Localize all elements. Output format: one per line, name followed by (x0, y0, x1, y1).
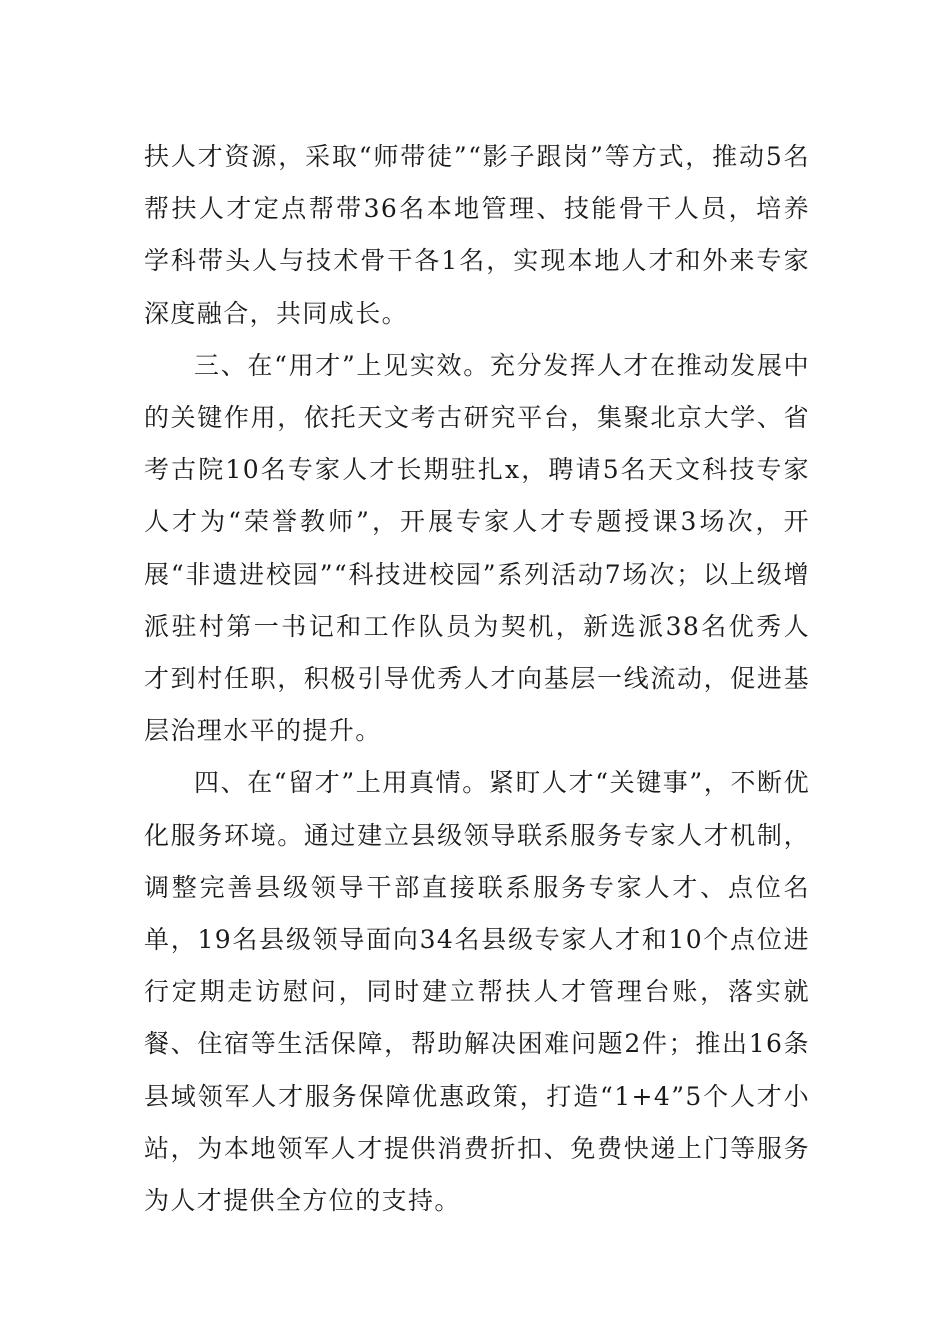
paragraph-continuation: 扶人才资源，采取“师带徒”“影子跟岗”等方式，推动5名帮扶人才定点帮带36名本地管理、技能骨干人员，培养学科带头人与技术骨干各1名，实现本地人才和外来专家深度融合，共同成长。 (144, 142, 810, 328)
paragraph-section-three: 三、在“用才”上见实效。充分发挥人才在推动发展中的关键作用，依托天文考古研究平台，集聚北京大学、省考古院10名专家人才长期驻扎x，聘请5名天文科技专家人才为“荣誉教师”，开展专家人才专题授课3场次，开展“非遗进校园”“科技进校园”系列活动7场次；以上级增派驻村第一书记和工作队员为契机，新选派38名优秀人才到村任职，积极引导优秀人才向基层一线流动，促进基层治理水平的提升。 (144, 350, 810, 746)
paragraph-section-four: 四、在“留才”上用真情。紧盯人才“关键事”，不断优化服务环境。通过建立县级领导联系服务专家人才机制，调整完善县级领导干部直接联系服务专家人才、点位名单，19名县级领导面向34名县级专家人才和10个点位进行定期走访慰问，同时建立帮扶人才管理台账，落实就餐、住宿等生活保障，帮助解决困难问题2件；推出16条县域领军人才服务保障优惠政策，打造“1+4”5个人才小站，为本地领军人才提供消费折扣、免费快递上门等服务为人才提供全方位的支持。 (144, 768, 810, 1216)
document-body (144, 131, 810, 1227)
